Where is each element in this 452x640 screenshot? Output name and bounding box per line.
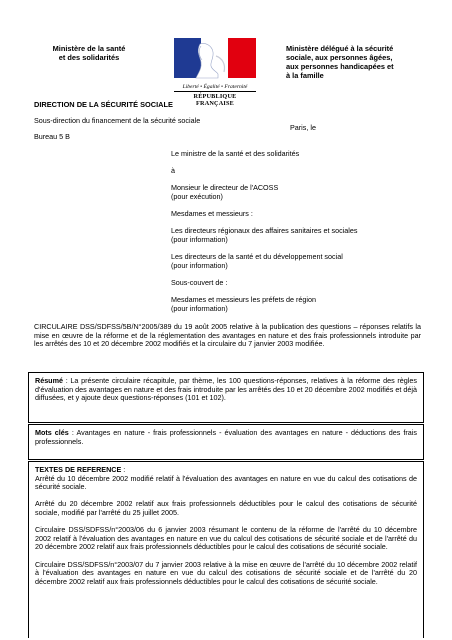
greeting: Mesdames et messieurs :	[171, 209, 253, 218]
recipient-note: (pour information)	[171, 234, 228, 244]
right-ministry-line: à la famille	[286, 71, 324, 80]
place-date: Paris, le	[290, 123, 316, 132]
bureau: Bureau 5 B	[34, 132, 70, 141]
recipient-prefets	[171, 296, 421, 313]
right-ministry-line: Ministère délégué à la sécurité	[286, 44, 394, 53]
left-ministry-heading	[34, 44, 144, 62]
reference-item: Arrêté du 20 décembre 2002 relatif aux frais professionnels déductibles pour le calcul des cotisations de sécurité sociale, modifié par l'arrêté du 25 juillet 2005.	[35, 499, 417, 517]
reference-item: Arrêté du 10 décembre 2002 modifié relatif à l'évaluation des avantages en nature en vue du calcul des cotisations de sécurité sociale.	[35, 473, 417, 492]
sender-minister: Le ministre de la santé et des solidarités	[171, 149, 300, 158]
recipient-note: (pour information)	[171, 260, 228, 270]
recipient-drass	[171, 227, 421, 244]
left-ministry-line: et des solidarités	[58, 53, 120, 62]
republic-logo	[166, 38, 276, 107]
republic-name: RÉPUBLIQUE FRANÇAISE	[174, 91, 256, 107]
recipient-note: (pour information)	[171, 303, 228, 313]
recipient-note: (pour exécution)	[171, 191, 223, 201]
references-label: TEXTES DE REFERENCE	[35, 465, 122, 474]
subdirection: Sous-direction du financement de la sécurité sociale	[34, 116, 201, 125]
right-ministry-line: sociale, aux personnes âgées,	[286, 53, 393, 62]
references-box	[28, 461, 424, 638]
recipient-line: Mesdames et messieurs les préfets de région	[171, 295, 317, 304]
summary-text: : La présente circulaire récapitule, par thème, les 100 questions-réponses, relatives à la réforme des règles d'évaluation des avantages en nature et des frais introduite par les arrêtés des 10 et 20 décembre 2002 modifiés et déjà diffusées, et y ajoute deux questions-réponses (101 et 102).	[35, 376, 417, 403]
republic-motto: Liberté • Égalité • Fraternité	[182, 84, 248, 90]
recipient-line: Monsieur le directeur de l'ACOSS	[171, 183, 279, 192]
recipient-line: Les directeurs régionaux des affaires sanitaires et sociales	[171, 226, 358, 235]
circulaire-subject: CIRCULAIRE DSS/SDFSS/5B/N°2005/389 du 19 août 2005 relative à la publication des questions – réponses relatifs la mise en œuvre de la réforme et de la réglementation des avantages en nature et des frais professionnels introduite par les arrêtés des 10 et 20 décembre 2002 modifiés et la circulaire du 7 janvier 2003 modifiée.	[34, 322, 421, 349]
marianne-logo-icon	[166, 38, 264, 82]
references-suffix: :	[121, 465, 126, 474]
right-ministry-line: aux personnes handicapées et	[286, 62, 394, 71]
recipient-line: Les directeurs de la santé et du développement social	[171, 252, 343, 261]
summary-box	[28, 372, 424, 423]
right-ministry-heading	[286, 44, 426, 80]
reference-item: Circulaire DSS/SDFSS/n°2003/06 du 6 janvier 2003 résumant le contenu de la réforme de l'arrêté du 10 décembre 2002 relatif à l'évaluation des avantages en nature en vue du calcul des cotisations de sécurité sociale et de l'arrêté du 20 décembre 2002 relatif aux frais professionnels déductibles pour le calcul des cotisations de sécurité sociale.	[35, 525, 417, 552]
to-word: à	[171, 166, 175, 175]
recipient-acoss	[171, 184, 421, 201]
keywords-text: : Avantages en nature - frais professionnels - évaluation des avantages en nature - déductions des frais professionnels.	[35, 428, 417, 446]
recipient-ddass	[171, 253, 421, 270]
cover-line: Sous-couvert de :	[171, 278, 228, 287]
keywords-label: Mots clés	[35, 428, 69, 437]
reference-item: Circulaire DSS/SDFSS/n°2003/07 du 7 janvier 2003 relative à la mise en œuvre de l'arrêté du 10 décembre 2002 relatif à l'évaluation des avantages en nature en vue du calcul des cotisations de sécurité sociale et de l'arrêté du 20 décembre 2002 relatif aux frais professionnels déductibles pour le calcul des cotisations de sécurité sociale.	[35, 559, 417, 586]
keywords-box	[28, 424, 424, 460]
summary-label: Résumé	[35, 376, 63, 385]
direction-title: DIRECTION DE LA SÉCURITÉ SOCIALE	[34, 100, 173, 109]
left-ministry-line: Ministère de la santé	[52, 44, 126, 53]
